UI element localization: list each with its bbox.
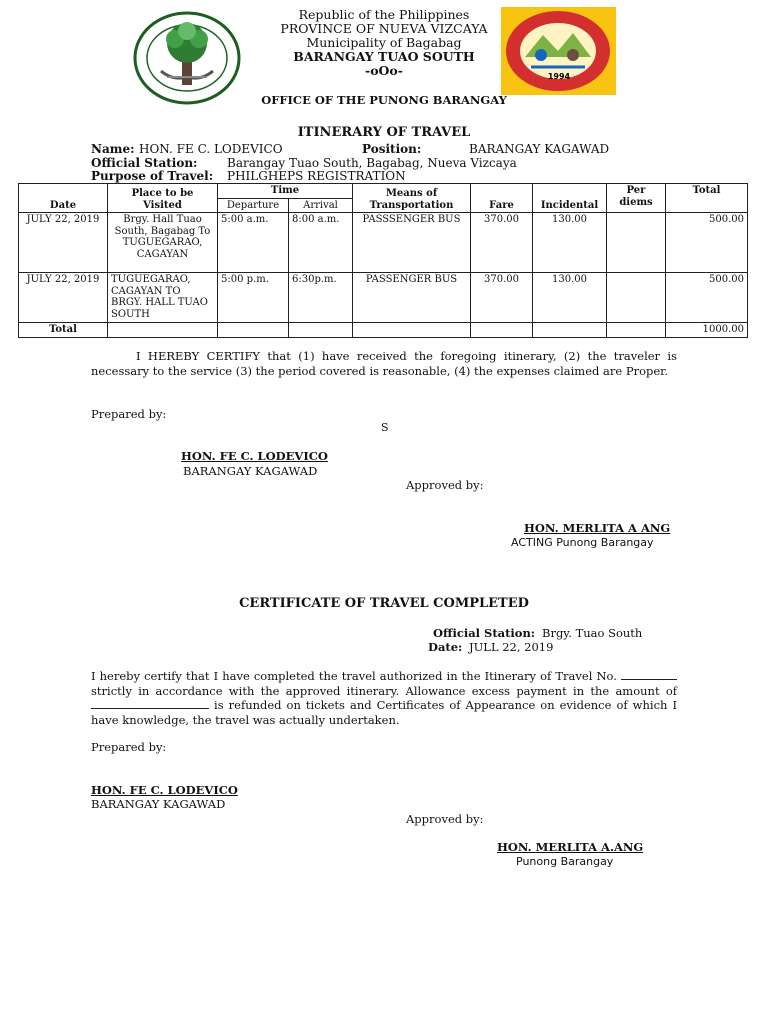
th-time: Time — [218, 184, 353, 199]
certificate-paragraph — [91, 669, 677, 727]
cert-date-label: Date: — [428, 640, 463, 654]
header-municipality: Municipality of Bagabag — [306, 35, 462, 50]
position-label: Position: — [362, 142, 422, 156]
th-arrival: Arrival — [289, 198, 353, 213]
approver-name: HON. MERLITA A ANG — [524, 521, 671, 535]
cert-approver-name: HON. MERLITA A.ANG — [497, 840, 644, 854]
row-arrival: 8:00 a.m. — [289, 213, 353, 273]
header-province: PROVINCE OF NUEVA VIZCAYA — [280, 21, 488, 36]
purpose-value: PHILGHEPS REGISTRATION — [227, 169, 406, 183]
cert-date-value: JULL 22, 2019 — [469, 640, 554, 654]
table-row — [19, 273, 748, 323]
th-place: Place to be Visited — [108, 184, 218, 213]
row-per-diems — [607, 213, 666, 273]
header-barangay: BARANGAY TUAO SOUTH — [293, 49, 475, 64]
row-incidental: 130.00 — [533, 273, 607, 323]
row-total: 500.00 — [666, 213, 748, 273]
prepared-by-label: Prepared by: — [91, 407, 167, 421]
row-arrival: 6:30p.m. — [289, 273, 353, 323]
row-departure: 5:00 a.m. — [218, 213, 289, 273]
row-incidental: 130.00 — [533, 213, 607, 273]
cert-text-2: strictly in accordance with the approved itinerary. Allowance excess payment in the amount of — [91, 683, 677, 698]
total-label: Total — [19, 323, 108, 338]
name-label: Name: — [91, 142, 135, 156]
cert-text-3: is refunded on tickets and Certificates of Appearance on evidence of which I have knowledge, the travel was actually undertaken. — [91, 698, 677, 727]
station-value: Barangay Tuao South, Bagabag, Nueva Vizcaya — [227, 156, 517, 170]
th-date: Date — [19, 184, 108, 213]
cert-approved-by-label: Approved by: — [406, 812, 484, 826]
table-row — [19, 213, 748, 273]
cert-preparer-name: HON. FE C. LODEVICO — [91, 783, 238, 797]
station-label: Official Station: — [91, 156, 198, 170]
row-place: Brgy. Hall Tuao South, Bagabag To TUGUEGARAO, CAGAYAN — [108, 213, 218, 273]
row-means: PASSSENGER BUS — [353, 213, 471, 273]
itinerary-title: ITINERARY OF TRAVEL — [297, 125, 471, 140]
amount-blank[interactable] — [91, 698, 209, 709]
signature-mark: S — [381, 421, 389, 434]
th-total: Total — [666, 184, 748, 213]
th-incidental: Incidental — [533, 184, 607, 213]
header-republic: Republic of the Philippines — [298, 7, 470, 22]
approver-title: ACTING Punong Barangay — [511, 536, 654, 549]
row-date: JULY 22, 2019 — [19, 213, 108, 273]
approved-by-label: Approved by: — [406, 478, 484, 492]
cert-station-label: Official Station: — [433, 626, 536, 640]
cert-text-1: I hereby certify that I have completed the travel authorized in the Itinerary of Travel No. — [91, 669, 617, 683]
th-means: Means of Transportation — [353, 184, 471, 213]
certify-text: I HEREBY CERTIFY that (1) have received the foregoing itinerary, (2) the traveler is necessary to the service (3) the period covered is reasonable, (4) the expenses claimed are Proper. — [91, 349, 677, 378]
preparer-name: HON. FE C. LODEVICO — [181, 449, 328, 463]
name-value: HON. FE C. LODEVICO — [139, 142, 283, 156]
header-ooo: -oOo- — [365, 63, 403, 78]
row-date: JULY 22, 2019 — [19, 273, 108, 323]
purpose-label: Purpose of Travel: — [91, 169, 214, 183]
certificate-title: CERTIFICATE OF TRAVEL COMPLETED — [239, 596, 529, 611]
th-departure: Departure — [218, 198, 289, 213]
certify-paragraph — [91, 349, 677, 378]
cert-prepared-by-label: Prepared by: — [91, 740, 167, 754]
row-place: TUGUEGARAO, CAGAYAN TO BRGY. HALL TUAO SOUTH — [108, 273, 218, 323]
row-total: 500.00 — [666, 273, 748, 323]
cert-preparer-title: BARANGAY KAGAWAD — [91, 797, 226, 811]
preparer-title: BARANGAY KAGAWAD — [183, 464, 318, 478]
cert-approver-title: Punong Barangay — [516, 855, 614, 868]
cert-station-value: Brgy. Tuao South — [542, 626, 643, 640]
position-value: BARANGAY KAGAWAD — [469, 142, 610, 156]
header-office: OFFICE OF THE PUNONG BARANGAY — [261, 93, 507, 107]
th-fare: Fare — [471, 184, 533, 213]
row-fare: 370.00 — [471, 213, 533, 273]
row-means: PASSENGER BUS — [353, 273, 471, 323]
row-departure: 5:00 p.m. — [218, 273, 289, 323]
itinerary-number-blank[interactable] — [621, 669, 677, 680]
total-row — [19, 323, 748, 338]
itinerary-table — [18, 183, 748, 338]
th-per-diems: Per diems — [607, 184, 666, 213]
grand-total: 1000.00 — [666, 323, 748, 338]
row-fare: 370.00 — [471, 273, 533, 323]
right-seal-year: 1994 — [547, 72, 571, 81]
row-per-diems — [607, 273, 666, 323]
